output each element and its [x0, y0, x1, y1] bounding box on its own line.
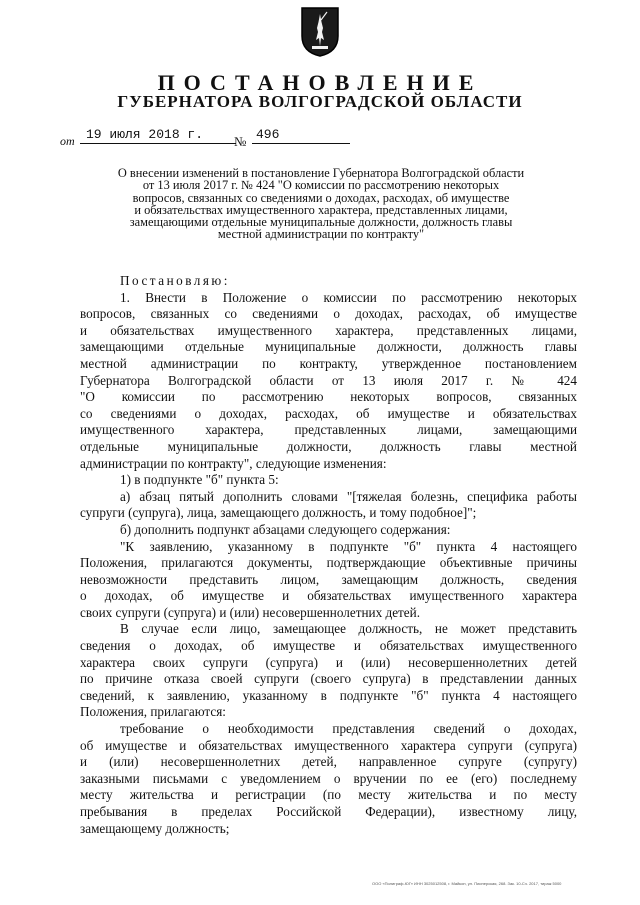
document-date: 19 июля 2018 г.: [86, 127, 204, 142]
body-line: б) дополнить подпункт абзацами следующего содержания:: [120, 521, 451, 537]
heading-line: О внесении изменений в постановление Губернатора Волгоградской области: [117, 166, 525, 180]
body-line: замещающему должность;: [80, 820, 230, 836]
body-line: Положения, прилагаются:: [80, 704, 226, 720]
heading-line: и обязательствах имущественного характера, представленных лицами,: [134, 202, 508, 217]
body-line: сведения о доходах, об имуществе и обязательствах имущественного: [80, 638, 577, 654]
body-line: невозможности представить лицом, замещающим должность, сведения: [80, 571, 577, 587]
from-label: от: [60, 134, 75, 148]
print-footer: ООО «Полиграф-ЮГ» ИНН 3025012508, г. Майкоп, ул. Пионерская, 268. Зак. 10-Сч. 2017, тираж 5000: [372, 881, 562, 886]
body-line: 1. Внести в Положение о комиссии по рассмотрению некоторых: [120, 289, 577, 305]
body-line: пребывания в пределах Российской Федерации), известному лицу,: [80, 804, 577, 819]
body-line: имущественного характера, представленных лицами, замещающими: [80, 422, 577, 438]
body-line: и (или) несовершеннолетних детей, направленное супруге (супругу): [80, 754, 577, 770]
body-line: и обязательствах имущественного характера, представленных лицами,: [80, 322, 577, 338]
body-line: требование о необходимости представления сведений о доходах,: [120, 721, 577, 737]
body-line: заказными письмами с уведомлением о вручении по ее (его) последнему: [80, 770, 577, 786]
body-line: месту жительства и регистрации (по месту жительства и по месту: [80, 787, 577, 803]
body-line: Положения, прилагаются документы, подтверждающие объективные причины: [80, 555, 577, 571]
body-line: об имуществе и обязательствах имущественного характера супруги (супруга): [80, 737, 577, 753]
body-line: Постановляю:: [120, 273, 230, 288]
body-line: вопросов, связанных со сведениями о доходах, расходах, об имуществе: [80, 306, 577, 322]
body-line: характера своих супруги (супруга) и (или) несовершеннолетних детей: [80, 654, 577, 670]
body-line: "О комиссии по рассмотрению некоторых вопросов, связанных: [80, 389, 577, 405]
coat-of-arms-icon: [300, 6, 340, 58]
heading-line: замещающими отдельные муниципальные должности, должность главы: [129, 215, 513, 230]
document-body: [80, 273, 577, 837]
body-line: супруги (супруга), лица, замещающего должность, и тому подобное]";: [80, 505, 477, 521]
number-underline: [252, 143, 350, 144]
body-line: В случае если лицо, замещающее должность, не может представить: [120, 621, 577, 637]
number-label: №: [234, 134, 247, 149]
body-line: 1) в подпункте "б" пункта 5:: [120, 472, 279, 488]
document-title: ПОСТАНОВЛЕНИЕ: [157, 70, 483, 95]
body-line: а) абзац пятый дополнить словами "[тяжелая болезнь, специфика работы: [120, 488, 577, 504]
date-number-row: [60, 127, 620, 149]
heading-line: от 13 июля 2017 г. № 424 "О комиссии по рассмотрению некоторых: [142, 178, 500, 193]
body-line: "К заявлению, указанному в подпункте "б" пункта 4 настоящего: [120, 538, 577, 554]
body-line: администрации по контракту", следующие изменения:: [80, 455, 387, 471]
body-line: своих супруги (супруга) и (или) несовершеннолетних детей.: [80, 604, 421, 620]
document-number: 496: [256, 127, 280, 142]
document-heading: [78, 167, 564, 241]
date-underline: [80, 143, 236, 144]
body-line: по причине отказа своей супруги (своего супруга) в представлении данных: [80, 671, 577, 687]
body-line: со сведениями о доходах, расходах, об имуществе и обязательствах: [80, 405, 577, 421]
heading-line: вопросов, связанных со сведениями о доходах, расходах, об имуществе: [132, 190, 510, 205]
body-line: Губернатора Волгоградской области от 13 июля 2017 г. № 424: [80, 372, 577, 388]
body-line: местной администрации по контракту, утвержденное постановлением: [80, 355, 577, 371]
body-line: замещающими отдельные муниципальные должности, должность главы: [80, 339, 577, 355]
body-line: о доходах, об имуществе и обязательствах имущественного характера: [80, 588, 577, 604]
body-line: сведений, к заявлению, указанному в подпункте "б" пункта 4 настоящего: [80, 687, 577, 703]
document-subtitle: ГУБЕРНАТОРА ВОЛГОГРАДСКОЙ ОБЛАСТИ: [117, 92, 523, 111]
heading-line: местной администрации по контракту": [217, 227, 425, 242]
body-line: отдельные муниципальные должности, должность главы местной: [80, 438, 577, 454]
